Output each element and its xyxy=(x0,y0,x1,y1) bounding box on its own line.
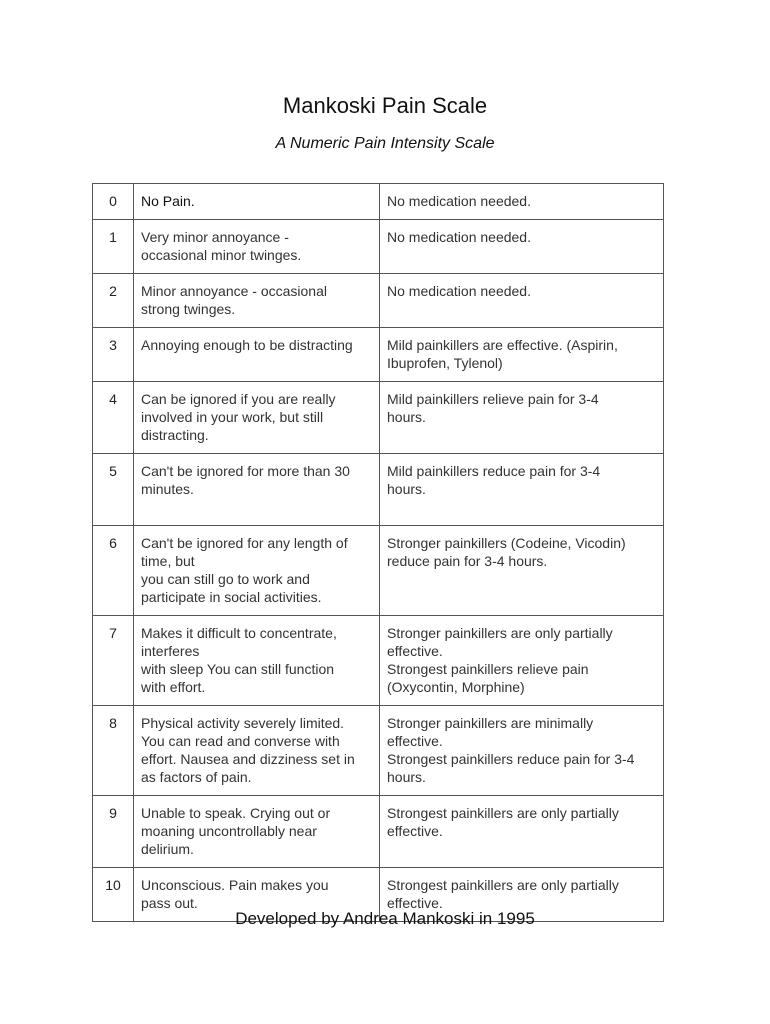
attribution-footer: Developed by Andrea Mankoski in 1995 xyxy=(235,909,535,928)
pain-level-cell: 4 xyxy=(93,382,134,454)
medication-cell xyxy=(380,454,664,526)
pain-description-cell xyxy=(134,796,380,868)
medication-text: Stronger painkillers are minimally effective. Strongest painkillers reduce pain for 3-4 hours. xyxy=(387,715,635,785)
pain-scale-table-body xyxy=(93,184,664,922)
medication-text: No medication needed. xyxy=(387,283,531,299)
pain-level-cell: 1 xyxy=(93,220,134,274)
pain-description-cell xyxy=(134,526,380,616)
page-title: Mankoski Pain Scale xyxy=(282,93,488,118)
medication-text: No medication needed. xyxy=(387,229,531,245)
pain-description-text: Physical activity severely limited. You can read and converse with effort. Nausea and dizziness set in as factors of pain. xyxy=(141,715,355,785)
pain-level-cell: 6 xyxy=(93,526,134,616)
medication-cell xyxy=(380,526,664,616)
table-row-level-4 xyxy=(93,382,664,454)
medication-cell xyxy=(380,184,664,220)
medication-cell xyxy=(380,328,664,382)
medication-cell xyxy=(380,796,664,868)
table-row-level-2 xyxy=(93,274,664,328)
pain-level-cell: 9 xyxy=(93,796,134,868)
pain-description-text: Minor annoyance - occasional strong twinges. xyxy=(141,283,327,317)
pain-level-cell: 0 xyxy=(93,184,134,220)
pain-description-cell xyxy=(134,616,380,706)
pain-level-cell: 2 xyxy=(93,274,134,328)
medication-text: Strongest painkillers are only partially effective. xyxy=(387,805,619,839)
table-row-level-6 xyxy=(93,526,664,616)
pain-level-cell: 8 xyxy=(93,706,134,796)
medication-text: Stronger painkillers (Codeine, Vicodin) reduce pain for 3-4 hours. xyxy=(387,535,626,569)
medication-text: Strongest painkillers are only partially effective. xyxy=(387,877,619,911)
medication-cell xyxy=(380,220,664,274)
pain-description-cell xyxy=(134,382,380,454)
pain-description-text: Very minor annoyance - occasional minor twinges. xyxy=(141,229,302,263)
pain-level-cell: 10 xyxy=(93,868,134,922)
pain-description-cell xyxy=(134,184,380,220)
pain-description-text: Annoying enough to be distracting xyxy=(141,337,353,353)
table-row-level-8 xyxy=(93,706,664,796)
pain-description-cell xyxy=(134,454,380,526)
medication-text: Mild painkillers relieve pain for 3-4 hours. xyxy=(387,391,599,425)
pain-description-text: Can be ignored if you are really involved in your work, but still distracting. xyxy=(141,391,336,443)
medication-cell xyxy=(380,274,664,328)
pain-description-cell xyxy=(134,328,380,382)
pain-description-text: Can't be ignored for any length of time, but you can still go to work and participate in social activities. xyxy=(141,535,348,605)
table-row-level-3 xyxy=(93,328,664,382)
pain-description-cell xyxy=(134,220,380,274)
medication-cell xyxy=(380,706,664,796)
pain-description-text: Unable to speak. Crying out or moaning uncontrollably near delirium. xyxy=(141,805,331,857)
table-row-level-5 xyxy=(93,454,664,526)
pain-level-cell: 5 xyxy=(93,454,134,526)
table-row-level-9 xyxy=(93,796,664,868)
medication-cell xyxy=(380,382,664,454)
table-row-level-7 xyxy=(93,616,664,706)
pain-description-cell xyxy=(134,274,380,328)
pain-level-cell: 7 xyxy=(93,616,134,706)
medication-cell xyxy=(380,616,664,706)
page-subtitle: A Numeric Pain Intensity Scale xyxy=(275,135,495,152)
pain-description-text: Can't be ignored for more than 30 minutes. xyxy=(141,463,350,497)
medication-text: No medication needed. xyxy=(387,193,531,209)
pain-description-text: Unconscious. Pain makes you pass out. xyxy=(141,877,329,911)
table-row-level-0 xyxy=(93,184,664,220)
pain-scale-table xyxy=(92,183,664,922)
pain-level-cell: 3 xyxy=(93,328,134,382)
medication-text: Mild painkillers are effective. (Aspirin, Ibuprofen, Tylenol) xyxy=(387,337,618,371)
pain-description-cell xyxy=(134,706,380,796)
table-row-level-1 xyxy=(93,220,664,274)
pain-description-text: No Pain. xyxy=(141,193,195,209)
medication-text: Stronger painkillers are only partially effective. Strongest painkillers relieve pain (Oxycontin, Morphine) xyxy=(387,625,613,695)
pain-description-text: Makes it difficult to concentrate, interferes with sleep You can still function with effort. xyxy=(141,625,337,695)
medication-text: Mild painkillers reduce pain for 3-4 hours. xyxy=(387,463,601,497)
